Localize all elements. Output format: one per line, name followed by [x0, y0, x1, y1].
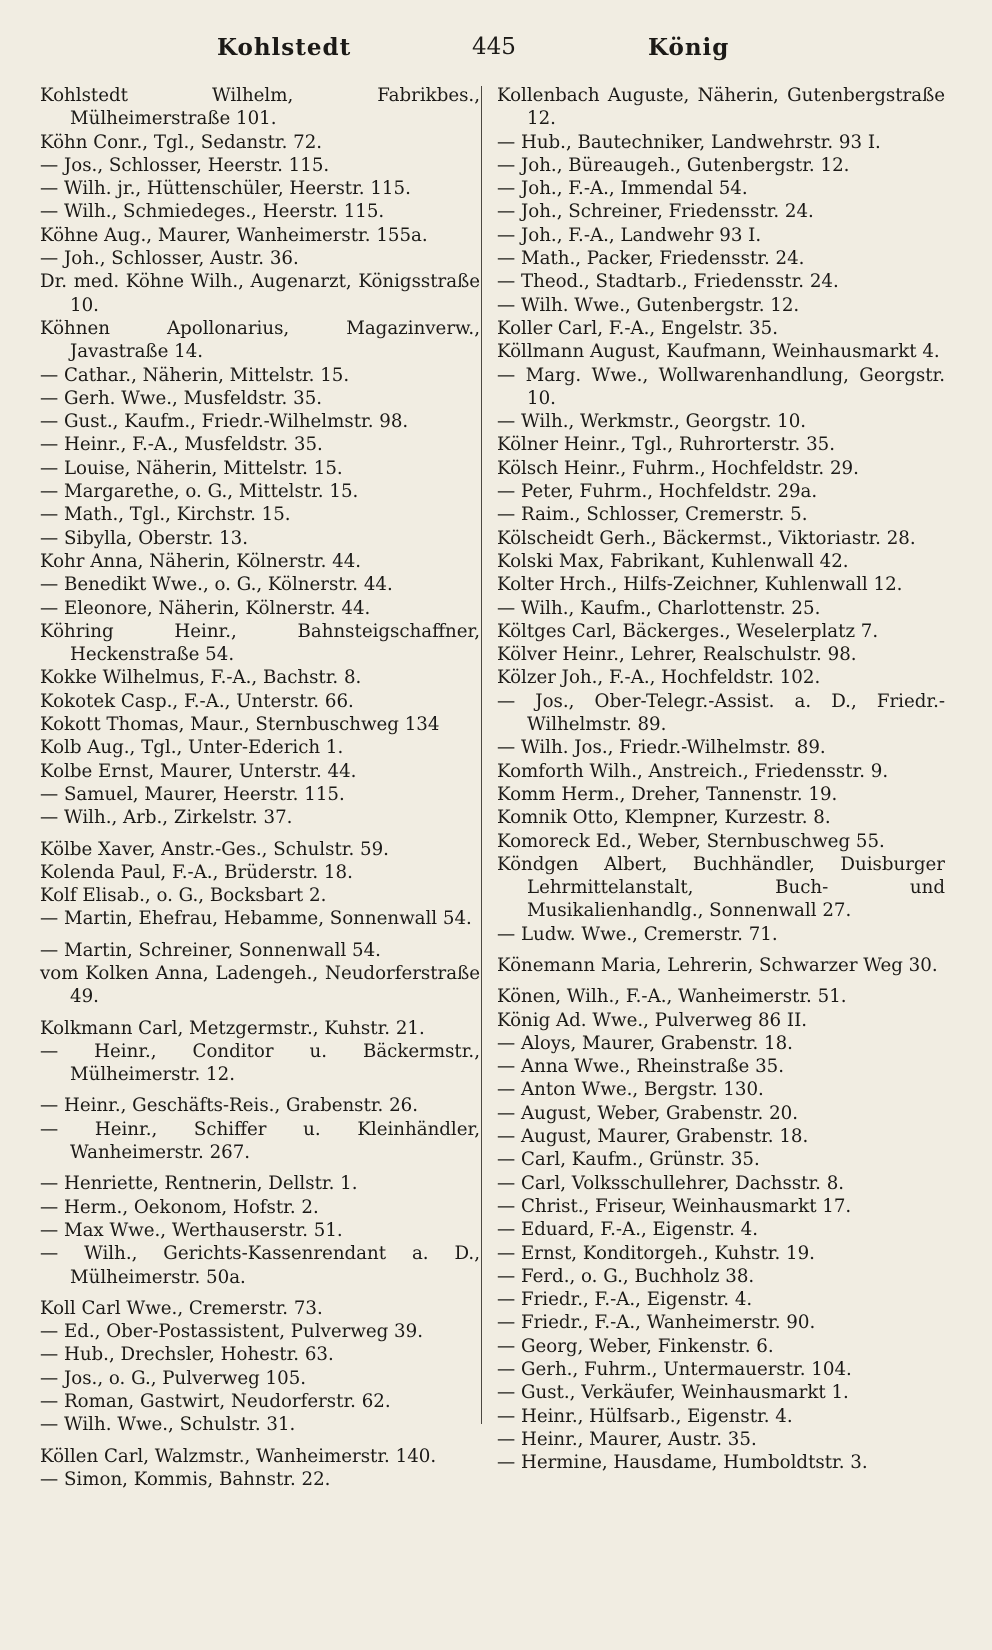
directory-entry: — Hermine, Hausdame, Humboldtstr. 3.	[497, 1452, 868, 1474]
directory-entry: Köllen Carl, Walzmstr., Wanheimerstr. 140.	[40, 1445, 437, 1467]
directory-entry: — Max Wwe., Werthauserstr. 51.	[40, 1219, 343, 1241]
directory-entry: Kolkmann Carl, Metzgermstr., Kuhstr. 21.	[40, 1017, 425, 1039]
directory-entry: — Wilh., Kaufm., Charlottenstr. 25.	[497, 597, 821, 619]
directory-entry: — Theod., Stadtarb., Friedensstr. 24.	[497, 271, 839, 293]
directory-entry: Köhne Aug., Maurer, Wanheimerstr. 155a.	[40, 224, 428, 246]
directory-entry: — Jos., o. G., Pulverweg 105.	[40, 1367, 307, 1389]
directory-entry: — Gust., Verkäufer, Weinhausmarkt 1.	[497, 1382, 849, 1404]
header-left-word: Kohlstedt	[217, 34, 352, 61]
directory-entry: Kölscheidt Gerh., Bäckermst., Viktoriastr. 28.	[497, 527, 916, 549]
directory-entry: Kölsch Heinr., Fuhrm., Hochfeldstr. 29.	[497, 457, 859, 479]
directory-entry: — Carl, Kaufm., Grünstr. 35.	[497, 1149, 760, 1171]
directory-entry: — Carl, Volksschullehrer, Dachsstr. 8.	[497, 1172, 845, 1194]
directory-entry: — Benedikt Wwe., o. G., Kölnerstr. 44.	[40, 574, 393, 596]
directory-entry: — Cathar., Näherin, Mittelstr. 15.	[40, 364, 350, 386]
directory-entry: Köhnen Apollonarius, Magazinverw., Javastraße 14.	[40, 317, 480, 363]
directory-entry: — Ernst, Konditorgeh., Kuhstr. 19.	[497, 1242, 815, 1264]
directory-entry: Kölner Heinr., Tgl., Ruhrorterstr. 35.	[497, 434, 835, 456]
directory-entry: — Jos., Ober-Telegr.-Assist. a. D., Friedr.-Wilhelmstr. 89.	[497, 690, 945, 736]
directory-entry: — Joh., Schlosser, Austr. 36.	[40, 248, 299, 270]
directory-entry: — Joh., F.-A., Landwehr 93 I.	[497, 224, 762, 246]
directory-entry: Kohr Anna, Näherin, Kölnerstr. 44.	[40, 550, 362, 572]
directory-entry: Komforth Wilh., Anstreich., Friedensstr. 9.	[497, 760, 889, 782]
directory-entry: Kohlstedt Wilhelm, Fabrikbes., Mülheimerstraße 101.	[40, 85, 480, 130]
directory-entry: — Wilh. jr., Hüttenschüler, Heerstr. 115.	[40, 178, 411, 200]
directory-entry: — Wilh., Arb., Zirkelstr. 37.	[40, 807, 293, 829]
directory-entry: Kokotek Casp., F.-A., Unterstr. 66.	[40, 690, 354, 712]
page-header	[40, 34, 956, 70]
directory-entry: — Heinr., Maurer, Austr. 35.	[497, 1428, 757, 1450]
directory-entry: — Anton Wwe., Bergstr. 130.	[497, 1079, 764, 1101]
directory-entry: — Jos., Schlosser, Heerstr. 115.	[40, 154, 330, 176]
directory-entry: Komnik Otto, Klempner, Kurzestr. 8.	[497, 807, 831, 829]
directory-entry: Kolski Max, Fabrikant, Kuhlenwall 42.	[497, 550, 849, 572]
directory-entry: Kölzer Joh., F.-A., Hochfeldstr. 102.	[497, 667, 821, 689]
directory-entry: König Ad. Wwe., Pulverweg 86 II.	[497, 1009, 808, 1031]
directory-entry: Koller Carl, F.-A., Engelstr. 35.	[497, 317, 778, 339]
directory-entry: — Heinr., Schiffer u. Kleinhändler, Wanheimerstr. 267.	[40, 1118, 480, 1164]
directory-entry: Köhring Heinr., Bahnsteigschaffner, Heckenstraße 54.	[40, 620, 480, 666]
directory-entry: — Heinr., Geschäfts-Reis., Grabenstr. 26.	[40, 1095, 419, 1117]
directory-entry: — Herm., Oekonom, Hofstr. 2.	[40, 1196, 319, 1218]
directory-entry: — Eleonore, Näherin, Kölnerstr. 44.	[40, 597, 371, 619]
directory-entry: Kolenda Paul, F.-A., Brüderstr. 18.	[40, 861, 353, 883]
directory-entry: — Wilh. Wwe., Gutenbergstr. 12.	[497, 294, 800, 316]
directory-entry: — Georg, Weber, Finkenstr. 6.	[497, 1335, 774, 1357]
directory-entry: — Roman, Gastwirt, Neudorferstr. 62.	[40, 1391, 391, 1413]
header-right-word: König	[648, 34, 730, 61]
directory-entry: — Friedr., F.-A., Wanheimerstr. 90.	[497, 1312, 816, 1334]
directory-entry: — Hub., Bautechniker, Landwehrstr. 93 I.	[497, 131, 881, 153]
directory-entry: — Samuel, Maurer, Heerstr. 115.	[40, 783, 345, 805]
directory-entry: — August, Weber, Grabenstr. 20.	[497, 1102, 799, 1124]
directory-entry: — Eduard, F.-A., Eigenstr. 4.	[497, 1219, 758, 1241]
directory-entry: Komoreck Ed., Weber, Sternbuschweg 55.	[497, 830, 885, 852]
directory-entry: vom Kolken Anna, Ladengeh., Neudorferstraße 49.	[40, 962, 480, 1008]
directory-entry: — Martin, Ehefrau, Hebamme, Sonnenwall 54.	[40, 908, 472, 930]
right-column	[497, 84, 945, 1475]
directory-entry: — Ed., Ober-Postassistent, Pulverweg 39.	[40, 1321, 423, 1343]
directory-entry: — Peter, Fuhrm., Hochfeldstr. 29a.	[497, 481, 818, 503]
directory-entry: — Joh., F.-A., Immendal 54.	[497, 178, 748, 200]
directory-entry: Költges Carl, Bäckerges., Weselerplatz 7.	[497, 620, 879, 642]
directory-entry: — Anna Wwe., Rheinstraße 35.	[497, 1056, 785, 1078]
directory-entry: Köllmann August, Kaufmann, Weinhausmarkt 4.	[497, 341, 940, 363]
directory-entry: — Wilh., Werkmstr., Georgstr. 10.	[497, 411, 807, 433]
column-divider	[481, 86, 482, 1424]
directory-entry: — Hub., Drechsler, Hohestr. 63.	[40, 1344, 334, 1366]
directory-entry: Kölbe Xaver, Anstr.-Ges., Schulstr. 59.	[40, 838, 389, 860]
directory-entry: Kolter Hrch., Hilfs-Zeichner, Kuhlenwall 12.	[497, 574, 903, 596]
directory-entry: — Aloys, Maurer, Grabenstr. 18.	[497, 1032, 793, 1054]
directory-entry: — Heinr., Conditor u. Bäckermstr., Mülheimerstr. 12.	[40, 1040, 480, 1086]
directory-entry: — Heinr., F.-A., Musfeldstr. 35.	[40, 434, 323, 456]
directory-entry: Könen, Wilh., F.-A., Wanheimerstr. 51.	[497, 986, 847, 1008]
directory-entry: Komm Herm., Dreher, Tannenstr. 19.	[497, 783, 838, 805]
directory-entry: Kollenbach Auguste, Näherin, Gutenbergstraße 12.	[497, 85, 945, 130]
directory-entry: — Gerh. Wwe., Musfeldstr. 35.	[40, 387, 323, 409]
directory-entry: — Henriette, Rentnerin, Dellstr. 1.	[40, 1173, 358, 1195]
directory-entry: — Joh., Schreiner, Friedensstr. 24.	[497, 201, 814, 223]
directory-entry: — Joh., Büreaugeh., Gutenbergstr. 12.	[497, 154, 850, 176]
left-column	[40, 84, 480, 1491]
directory-entry: — Ludw. Wwe., Cremerstr. 71.	[497, 923, 778, 945]
directory-entry: Kolf Elisab., o. G., Bocksbart 2.	[40, 885, 327, 907]
directory-entry: — Martin, Schreiner, Sonnenwall 54.	[40, 939, 381, 961]
directory-entry: Köhn Conr., Tgl., Sedanstr. 72.	[40, 131, 323, 153]
directory-entry: Koll Carl Wwe., Cremerstr. 73.	[40, 1297, 323, 1319]
page-number: 445	[472, 34, 516, 60]
directory-entry: — August, Maurer, Grabenstr. 18.	[497, 1126, 809, 1148]
directory-entry: — Gust., Kaufm., Friedr.-Wilhelmstr. 98.	[40, 411, 409, 433]
directory-entry: Kokott Thomas, Maur., Sternbuschweg 134	[40, 714, 440, 736]
directory-entry: Kölver Heinr., Lehrer, Realschulstr. 98.	[497, 644, 857, 666]
directory-entry: Köndgen Albert, Buchhändler, Duisburger Lehrmittelanstalt, Buch- und Musikalienhandlg., Sonnenwall 27.	[497, 853, 945, 922]
directory-entry: — Ferd., o. G., Buchholz 38.	[497, 1265, 755, 1287]
directory-entry: — Gerh., Fuhrm., Untermauerstr. 104.	[497, 1359, 852, 1381]
directory-entry: Dr. med. Köhne Wilh., Augenarzt, Königsstraße 10.	[40, 271, 480, 316]
directory-entry: — Margarethe, o. G., Mittelstr. 15.	[40, 481, 359, 503]
directory-entry: — Simon, Kommis, Bahnstr. 22.	[40, 1468, 331, 1490]
directory-entry: — Math., Packer, Friedensstr. 24.	[497, 248, 805, 270]
directory-entry: — Wilh., Schmiedeges., Heerstr. 115.	[40, 201, 385, 223]
directory-entry: Kolbe Ernst, Maurer, Unterstr. 44.	[40, 760, 357, 782]
directory-entry: — Christ., Friseur, Weinhausmarkt 17.	[497, 1195, 852, 1217]
directory-entry: — Marg. Wwe., Wollwarenhandlung, Georgstr. 10.	[497, 364, 945, 409]
directory-entry: — Math., Tgl., Kirchstr. 15.	[40, 504, 291, 526]
directory-entry: Kokke Wilhelmus, F.-A., Bachstr. 8.	[40, 667, 362, 689]
directory-entry: — Wilh., Gerichts-Kassenrendant a. D., Mülheimerstr. 50a.	[40, 1243, 480, 1288]
directory-entry: Könemann Maria, Lehrerin, Schwarzer Weg 30.	[497, 954, 938, 976]
directory-entry: — Wilh. Jos., Friedr.-Wilhelmstr. 89.	[497, 737, 826, 759]
directory-entry: — Heinr., Hülfsarb., Eigenstr. 4.	[497, 1405, 793, 1427]
directory-entry: Kolb Aug., Tgl., Unter-Ederich 1.	[40, 737, 344, 759]
directory-entry: — Louise, Näherin, Mittelstr. 15.	[40, 457, 343, 479]
directory-entry: — Friedr., F.-A., Eigenstr. 4.	[497, 1289, 753, 1311]
directory-entry: — Wilh. Wwe., Schulstr. 31.	[40, 1414, 296, 1436]
directory-entry: — Raim., Schlosser, Cremerstr. 5.	[497, 504, 808, 526]
directory-entry: — Sibylla, Oberstr. 13.	[40, 527, 249, 549]
